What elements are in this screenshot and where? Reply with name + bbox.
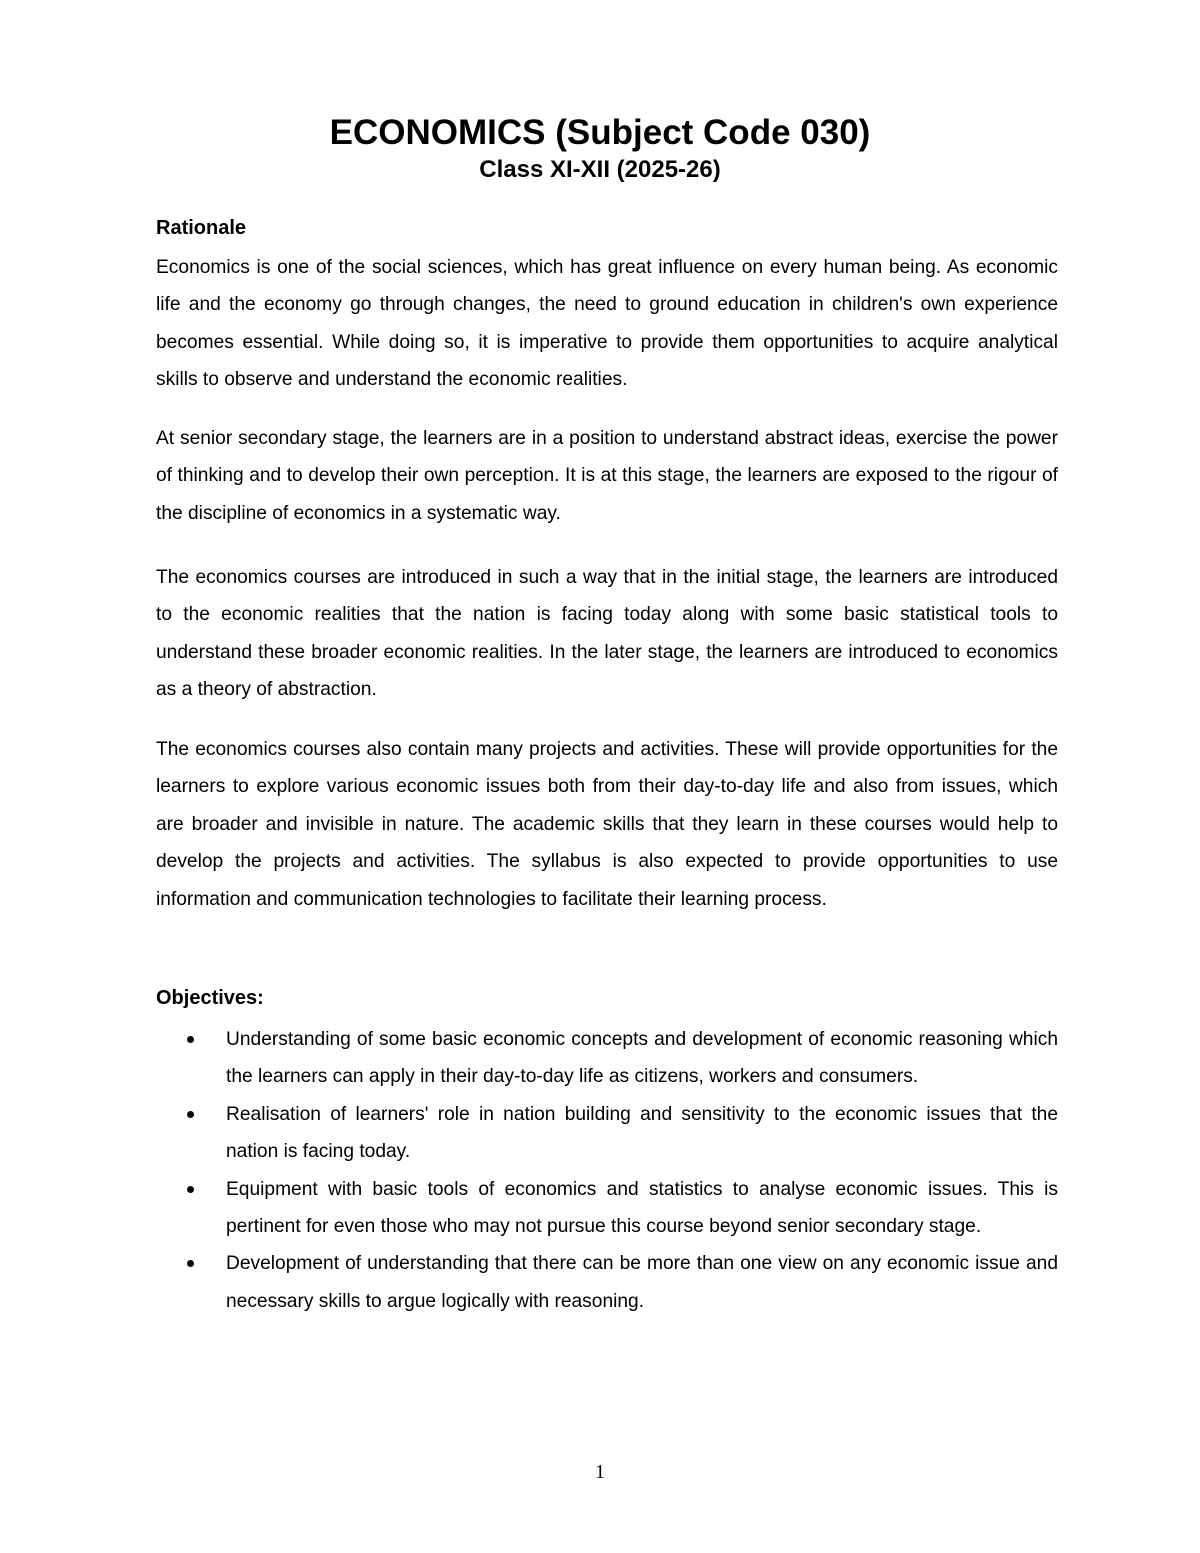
rationale-paragraph: At senior secondary stage, the learners are in a position to understand abstract ideas, exercise the power of thinking and to develop their own perception. It is at this stage, the learners are exposed to the rigour of the discipline of economics in a systematic way. bbox=[156, 428, 1058, 524]
page-number: 1 bbox=[595, 1461, 605, 1483]
rationale-paragraph: Economics is one of the social sciences, which has great influence on every human being. As economic life and the economy go through changes, the need to ground education in children's own experience becomes essential. While doing so, it is imperative to provide them opportunities to acquire analytical skills to observe and understand the economic realities. bbox=[156, 257, 1058, 391]
rationale-paragraph: The economics courses also contain many projects and activities. These will provide opportunities for the learners to explore various economic issues both from their day-to-day life and also from issues, which are broader and invisible in nature. The academic skills that they learn in these courses would help to develop the projects and activities. The syllabus is also expected to provide opportunities to use information and communication technologies to facilitate their learning process. bbox=[156, 739, 1058, 910]
objective-item bbox=[156, 1096, 1058, 1171]
rationale-paragraph: The economics courses are introduced in such a way that in the initial stage, the learners are introduced to the economic realities that the nation is facing today along with some basic statistical tools to understand these broader economic realities. In the later stage, the learners are introduced to economics as a theory of abstraction. bbox=[156, 567, 1058, 701]
objective-item bbox=[156, 1021, 1058, 1096]
rationale-heading: Rationale bbox=[156, 217, 247, 239]
bullet-icon bbox=[187, 1111, 194, 1118]
document-subtitle: Class XI-XII (2025-26) bbox=[479, 156, 721, 183]
objective-text: Realisation of learners' role in nation building and sensitivity to the economic issues that the nation is facing today. bbox=[226, 1103, 1058, 1163]
bullet-icon bbox=[187, 1186, 194, 1193]
objective-text: Equipment with basic tools of economics and statistics to analyse economic issues. This is pertinent for even those who may not pursue this course beyond senior secondary stage. bbox=[226, 1178, 1058, 1238]
objective-text: Understanding of some basic economic concepts and development of economic reasoning which the learners can apply in their day-to-day life as citizens, workers and consumers. bbox=[226, 1029, 1058, 1088]
objective-item bbox=[156, 1245, 1058, 1320]
objective-text: Development of understanding that there can be more than one view on any economic issue and necessary skills to argue logically with reasoning. bbox=[226, 1253, 1058, 1312]
document-title: ECONOMICS (Subject Code 030) bbox=[329, 113, 871, 152]
bullet-icon bbox=[187, 1260, 194, 1267]
objectives-heading: Objectives: bbox=[156, 987, 264, 1009]
objectives-list bbox=[156, 1021, 1058, 1320]
bullet-icon bbox=[187, 1036, 194, 1043]
objective-item bbox=[156, 1171, 1058, 1246]
